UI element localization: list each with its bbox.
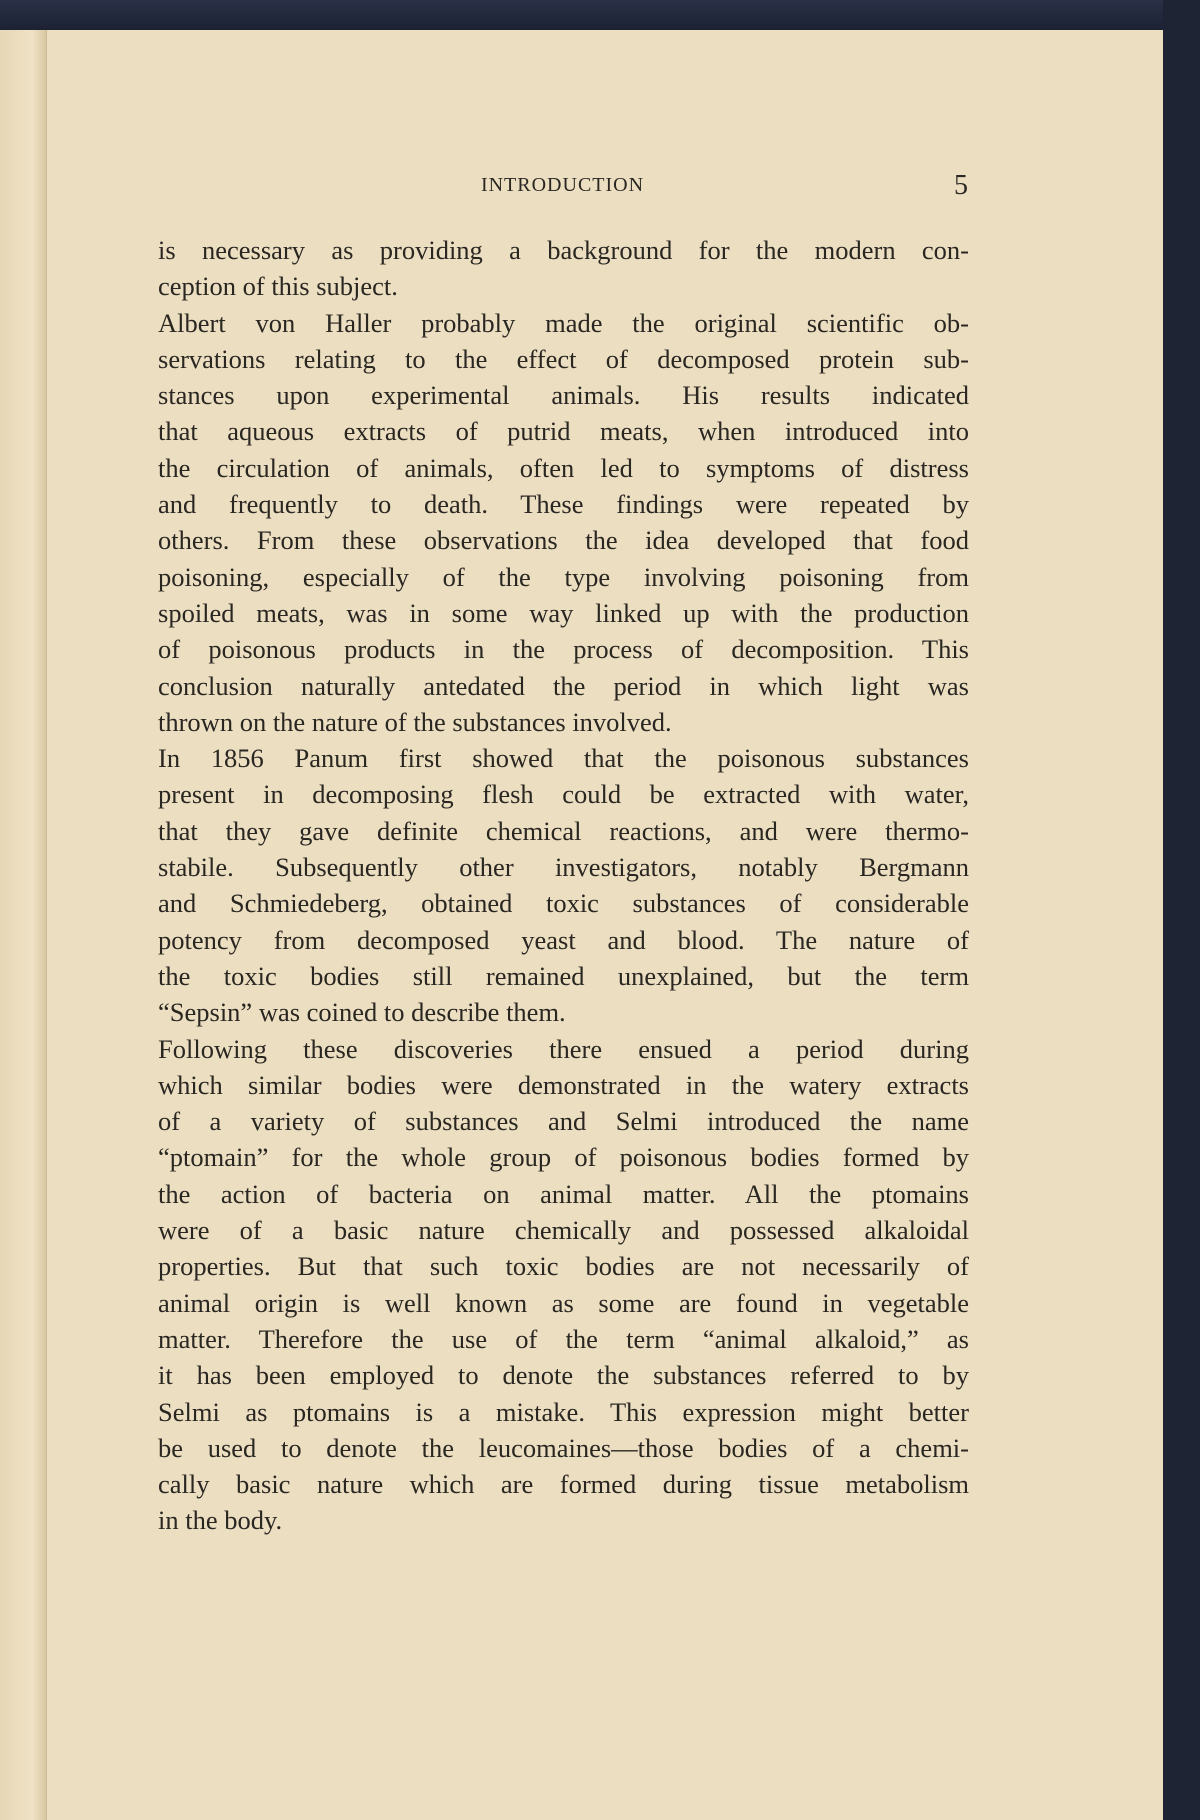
text-line: of a variety of substances and Selmi introduced the name (158, 1106, 969, 1137)
text-line: it has been employed to denote the substances referred to by (158, 1360, 969, 1391)
book-cover-top (0, 0, 1200, 32)
text-line: were of a basic nature chemically and possessed alkaloidal (158, 1215, 969, 1246)
text-line: Following these discoveries there ensued a period during (158, 1033, 969, 1064)
text-line: the action of bacteria on animal matter. All the ptomains (158, 1178, 969, 1209)
text-line: “ptomain” for the whole group of poisonous bodies formed by (158, 1142, 969, 1173)
text-line: animal origin is well known as some are found in vegetable (158, 1287, 969, 1318)
text-line: conclusion naturally antedated the period in which light was (158, 670, 969, 701)
text-line: present in decomposing flesh could be extracted with water, (158, 779, 969, 810)
text-line: thrown on the nature of the substances involved. (158, 706, 672, 737)
text-line: that aqueous extracts of putrid meats, when introduced into (158, 416, 969, 447)
text-line: Albert von Haller probably made the original scientific ob- (158, 307, 969, 338)
text-line: the circulation of animals, often led to symptoms of distress (158, 452, 969, 483)
text-line: stances upon experimental animals. His results indicated (158, 380, 969, 411)
text-line: is necessary as providing a background for the modern con- (158, 235, 969, 265)
text-line: matter. Therefore the use of the term “animal alkaloid,” as (158, 1323, 969, 1354)
running-header (157, 170, 968, 204)
text-line: Selmi as ptomains is a mistake. This expression might better (158, 1396, 969, 1427)
text-line: of poisonous products in the process of decomposition. This (158, 634, 969, 665)
text-line: be used to denote the leucomaines—those bodies of a chemi- (158, 1432, 969, 1463)
text-line: In 1856 Panum first showed that the poisonous substances (158, 743, 969, 774)
text-line: which similar bodies were demonstrated in the watery extracts (158, 1069, 969, 1100)
text-line: stabile. Subsequently other investigators, notably Bergmann (158, 852, 969, 883)
text-line: potency from decomposed yeast and blood. The nature of (158, 924, 969, 955)
text-line: properties. But that such toxic bodies are not necessarily of (158, 1251, 969, 1282)
text-line: and frequently to death. These findings were repeated by (158, 489, 969, 520)
text-line: “Sepsin” was coined to describe them. (158, 997, 566, 1028)
text-line: the toxic bodies still remained unexplained, but the term (158, 960, 969, 991)
page-gutter (0, 30, 47, 1820)
body-text (158, 232, 969, 1539)
text-line: in the body. (158, 1505, 283, 1536)
text-line: ception of this subject. (158, 271, 398, 302)
page-number: 5 (954, 170, 968, 201)
text-line: that they gave definite chemical reactions, and were thermo- (158, 815, 969, 846)
text-line: poisoning, especially of the type involving poisoning from (158, 561, 969, 592)
book-cover-edge (1163, 0, 1200, 1820)
text-line: and Schmiedeberg, obtained toxic substances of considerable (158, 888, 969, 919)
text-line: others. From these observations the idea developed that food (158, 525, 969, 556)
text-line: spoiled meats, was in some way linked up with the production (158, 597, 969, 628)
running-head-title: INTRODUCTION (480, 174, 645, 196)
text-line: servations relating to the effect of decomposed protein sub- (158, 343, 969, 374)
text-line: cally basic nature which are formed during tissue metabolism (158, 1469, 969, 1500)
